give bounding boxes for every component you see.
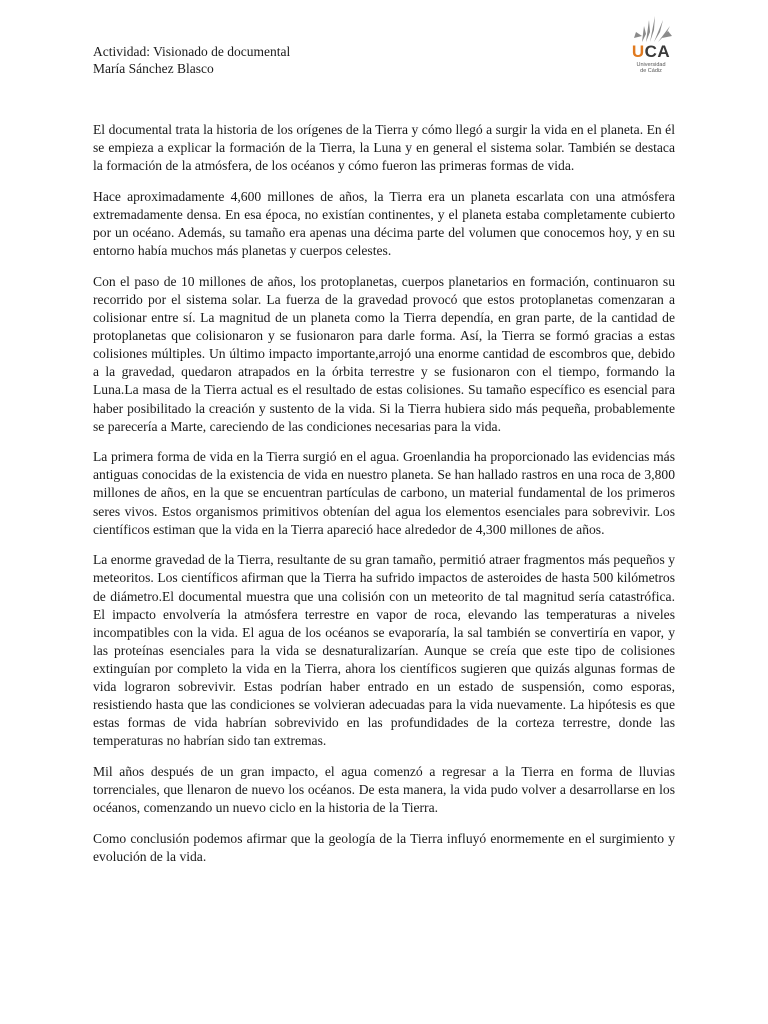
activity-title: Actividad: Visionado de documental [93,44,291,59]
university-logo [620,12,682,76]
document-body [93,121,675,879]
author-name: María Sánchez Blasco [93,61,214,76]
paragraph: La enorme gravedad de la Tierra, resultante de su gran tamaño, permitió atraer fragmentos más pequeños y meteoritos. Los científicos afirman que la Tierra ha sufrido impactos de asteroides de hasta 500 kilómetros de diámetro.El documental muestra que una colisión con un meteorito de tal magnitud sería catastrófica. El impacto envolvería la atmósfera terrestre en vapor de roca, elevando las temperaturas a niveles incompatibles con la vida. El agua de los océanos se evaporaría, la sal también se convertiría en vapor, y las proteínas esenciales para la vida se desnaturalizarían. Aunque se creía que este tipo de colisiones extinguían por completo la vida en la Tierra, ahora los científicos sugieren que quizás algunas formas de vida lograron sobrevivir. Estas podrían haber entrado en un estado de suspensión, como esporas, resistiendo hasta que las condiciones se volvieran adecuadas para la vida nuevamente. La hipótesis es que estas formas de vida habrían sobrevivido en las profundidades de la corteza terrestre, donde las temperaturas no habrían sido tan extremas. [93,552,675,749]
paragraph: Como conclusión podemos afirmar que la geología de la Tierra influyó enormemente en el surgimiento y evolución de la vida. [93,830,675,864]
logo-wordmark: UCA [631,42,671,61]
wheat-emblem-icon [620,12,682,44]
paragraph: Hace aproximadamente 4,600 millones de años, la Tierra era un planeta escarlata con una atmósfera extremadamente densa. En esa época, no existían continentes, y el planeta estaba completamente cubierto por un océano. Además, su tamaño era apenas una décima parte del volumen que conocemos hoy, y en su entorno había muchos más planetas y cuerpos celestes. [93,188,675,259]
paragraph: Con el paso de 10 millones de años, los protoplanetas, cuerpos planetarios en formación, continuaron su recorrido por el sistema solar. La fuerza de la gravedad provocó que estos protoplanetas comenzaran a colisionar entre sí. La magnitud de un planeta como la Tierra dependía, en gran parte, de la cantidad de protoplanetas que colisionaron y se fusionaron para darle forma. Así, la Tierra se formó gracias a estas colisiones múltiples. Un último impacto importante,arrojó una enorme cantidad de escombros que, debido a la gravedad, quedaron atrapados en la órbita terrestre y se fusionaron con el tiempo, formando la Luna.La masa de la Tierra actual es el resultado de estas colisiones. Su tamaño específico es esencial para haber posibilitado la creación y sustento de la vida. Si la Tierra hubiera sido más pequeña, probablemente se parecería a Marte, careciendo de las condiciones necesarias para la vida. [93,273,675,434]
paragraph: La primera forma de vida en la Tierra surgió en el agua. Groenlandia ha proporcionado las evidencias más antiguas conocidas de la existencia de vida en nuestro planeta. Se han hallado rastros en una roca de 3,800 millones de años, en la que se encuentran partículas de carbono, un material fundamental de los primeros seres vivos. Estos organismos primitivos obtenían del agua los elementos esenciales para sobrevivir. Los científicos estiman que la vida en la Tierra apareció hace alrededor de 4,300 millones de años. [93,449,675,537]
logo-subtitle: Universidad de Cádiz [636,62,666,74]
paragraph: Mil años después de un gran impacto, el agua comenzó a regresar a la Tierra en forma de lluvias torrenciales, que llenaron de nuevo los océanos. De esta manera, la vida pudo volver a desarrollarse en los océanos, comenzando un nuevo ciclo en la historia de la Tierra. [93,763,675,816]
document-header [93,43,290,77]
paragraph: El documental trata la historia de los orígenes de la Tierra y cómo llegó a surgir la vida en el planeta. En él se empieza a explicar la formación de la Tierra, la Luna y en general el sistema solar. También se destaca la formación de la atmósfera, de los océanos y cómo fueron las primeras formas de vida. [93,122,675,174]
